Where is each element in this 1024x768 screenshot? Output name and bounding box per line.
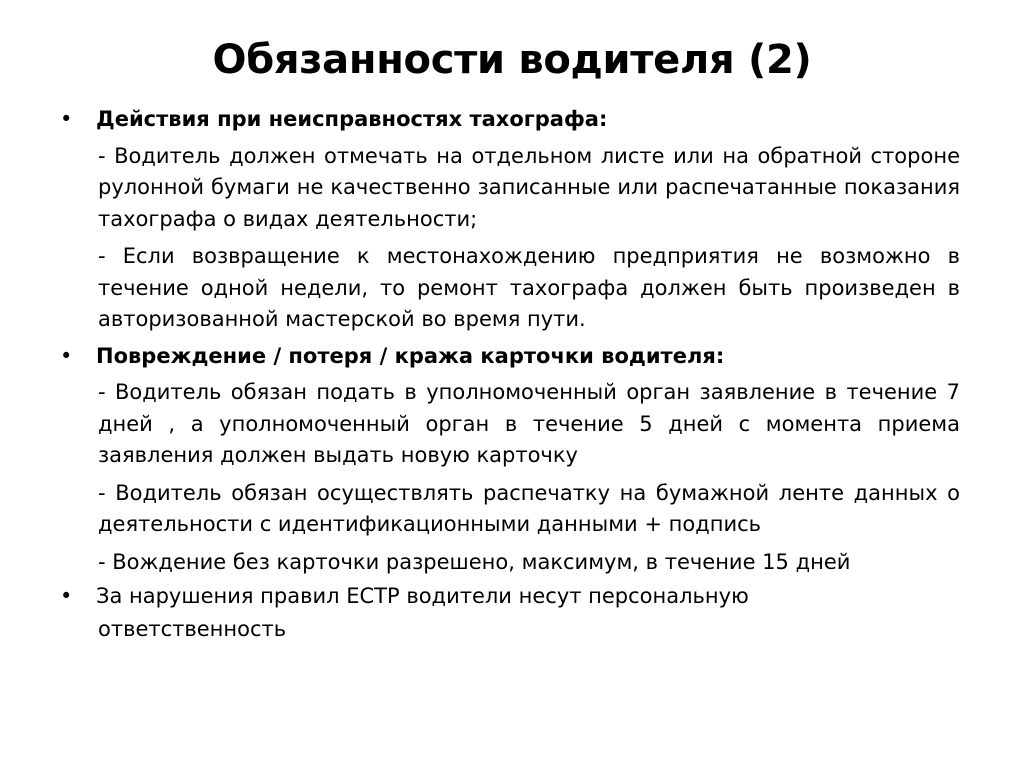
bullet-item-malfunctions bbox=[56, 105, 962, 135]
page-title: Обязанности водителя (2) bbox=[212, 37, 812, 83]
bullet-text-responsibility: За нарушения правил ЕСТР водители несут персональную bbox=[96, 584, 749, 609]
paragraph-malfunctions-1: - Водитель должен отмечать на отдельном листе или на обратной стороне рулонной бумаги не качественно записанные или распечатанные показания тахографа о видах деятельности; bbox=[98, 143, 960, 231]
paragraph-responsibility-tail: ответственность bbox=[98, 617, 287, 642]
bullet-item-card-loss bbox=[56, 342, 962, 372]
paragraph-card-loss-3: - Вождение без карточки разрешено, максимум, в течение 15 дней bbox=[98, 549, 851, 574]
slide-body bbox=[56, 105, 968, 646]
bullet-heading: Действия при неисправностях тахографа: bbox=[96, 106, 608, 131]
bullet-item-responsibility bbox=[56, 582, 962, 612]
bullet-icon: • bbox=[60, 584, 73, 609]
paragraph-malfunctions-2: - Если возвращение к местонахождению предприятия не возможно в течение одной недели, то ремонт тахографа должен быть произведен в авторизованной мастерской во время пути. bbox=[98, 244, 960, 332]
bullet-heading: Повреждение / потеря / кража карточки водителя: bbox=[96, 343, 725, 368]
paragraph-card-loss-1: - Водитель обязан подать в уполномоченный орган заявление в течение 7 дней , а уполномоченный орган в течение 5 дней с момента приема заявления должен выдать новую карточку bbox=[98, 380, 960, 468]
bullet-icon: • bbox=[60, 343, 73, 368]
bullet-icon: • bbox=[60, 106, 73, 131]
paragraph-card-loss-2: - Водитель обязан осуществлять распечатку на бумажной ленте данных о деятельности с идентификационными данными + подпись bbox=[98, 480, 960, 537]
